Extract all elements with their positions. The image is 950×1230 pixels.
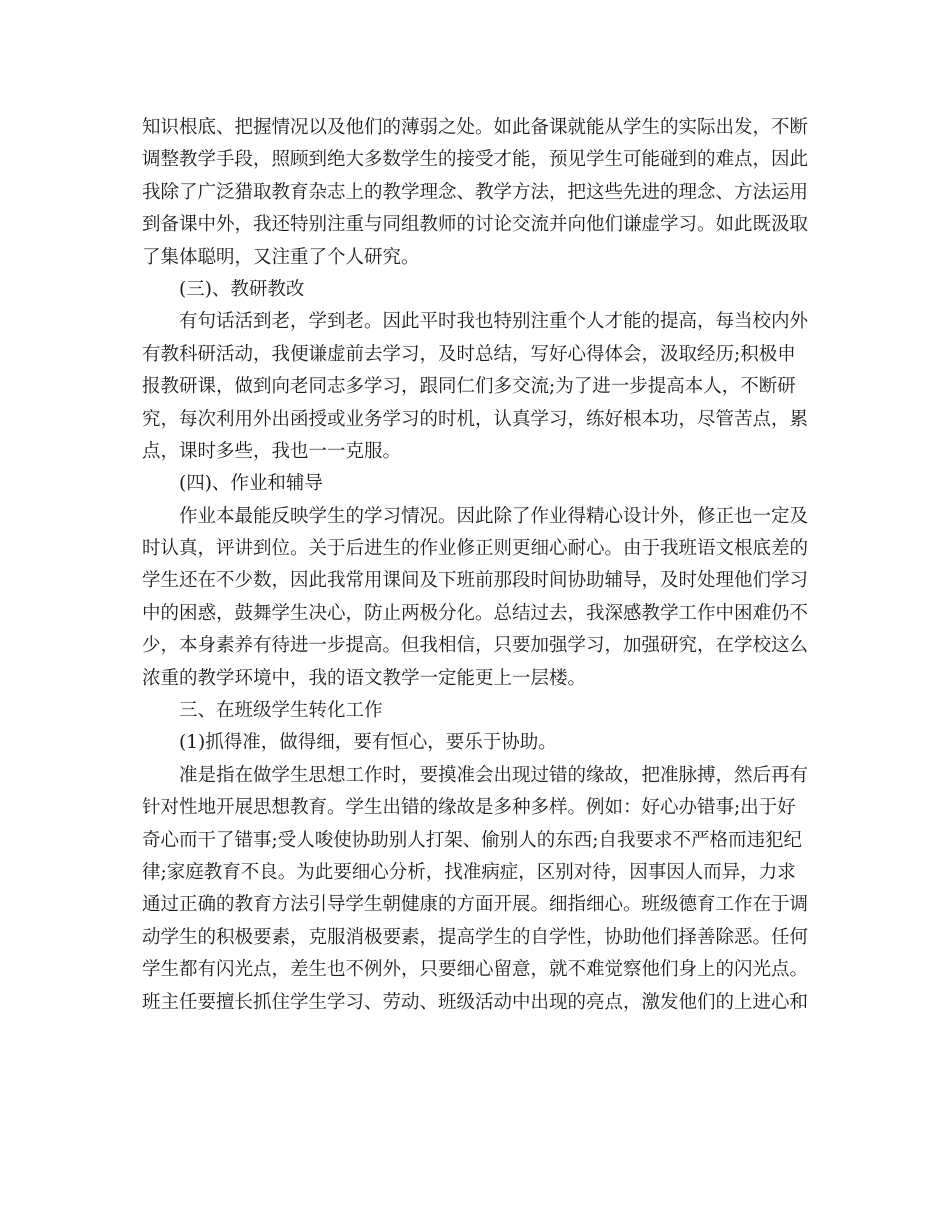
- text-line: 学生还在不少数，因此我常用课间及下班前那段时间协助辅导，及时处理他们学习: [142, 570, 809, 592]
- text-line: (1)抓得准，做得细，要有恒心，要乐于协助。: [179, 732, 557, 754]
- text-line: 班主任要擅长抓住学生学习、劳动、班级活动中出现的亮点，激发他们的上进心和: [142, 991, 809, 1013]
- text-line: 点，课时多些，我也一一克服。: [142, 440, 402, 462]
- text-line: 动学生的积极要素，克服消极要素，提高学生的自学性，协助他们择善除恶。任何: [142, 926, 809, 948]
- text-line: 准是指在做学生思想工作时，要摸准会出现过错的缘故，把准脉搏，然后再有: [179, 764, 809, 786]
- text-line: 针对性地开展思想教育。学生出错的缘故是多种多样。例如：好心办错事;出于好: [142, 797, 796, 819]
- text-line: 我除了广泛猎取教育杂志上的教学理念、教学方法，把这些先进的理念、方法运用: [142, 181, 809, 203]
- text-line: 到备课中外，我还特别注重与同组教师的讨论交流并向他们谦虚学习。如此既汲取: [142, 214, 809, 236]
- text-line: 报教研课，做到向老同志多学习，跟同仁们多交流;为了进一步提高本人，不断研: [142, 376, 796, 398]
- text-line: 了集体聪明，又注重了个人研究。: [142, 246, 420, 268]
- text-line: 有句话活到老，学到老。因此平时我也特别注重个人才能的提高，每当校内外: [179, 311, 809, 333]
- document-body: [142, 112, 812, 1019]
- text-line: 知识根底、把握情况以及他们的薄弱之处。如此备课就能从学生的实际出发，不断: [142, 117, 809, 138]
- text-line: 奇心而干了错事;受人唆使协助别人打架、偷别人的东西;自我要求不严格而违犯纪: [142, 829, 802, 851]
- text-line: 究，每次利用外出函授或业务学习的时机，认真学习，练好根本功，尽管苦点，累: [142, 408, 809, 430]
- text-line: 有教科研活动，我便谦虚前去学习，及时总结，写好心得体会，汲取经历;积极申: [142, 343, 796, 365]
- text-line: 调整教学手段，照顾到绝大多数学生的接受才能，预见学生可能碰到的难点，因此: [142, 149, 809, 171]
- text-line: 三、在班级学生转化工作: [179, 700, 383, 722]
- text-line: 少，本身素养有待进一步提高。但我相信，只要加强学习，加强研究，在学校这么: [142, 635, 809, 657]
- text-line: 中的困惑，鼓舞学生决心，防止两极分化。总结过去，我深感教学工作中困难仍不: [142, 602, 809, 624]
- text-line: (三)、教研教改: [179, 278, 305, 300]
- text-line: 律;家庭教育不良。为此要细心分析，找准病症，区别对待，因事因人而异，力求: [142, 861, 796, 883]
- text-line: (四)、作业和辅导: [179, 473, 323, 495]
- text-line: 学生都有闪光点，差生也不例外，只要细心留意，就不难觉察他们身上的闪光点。: [142, 959, 809, 981]
- text-line: 浓重的教学环境中，我的语文教学一定能更上一层楼。: [142, 667, 587, 689]
- text-line: 时认真，评讲到位。关于后进生的作业修正则更细心耐心。由于我班语文根底差的: [142, 538, 809, 560]
- text-line: 通过正确的教育方法引导学生朝健康的方面开展。细指细心。班级德育工作在于调: [142, 894, 809, 916]
- text-line: 作业本最能反映学生的学习情况。因此除了作业得精心设计外，修正也一定及: [179, 505, 809, 527]
